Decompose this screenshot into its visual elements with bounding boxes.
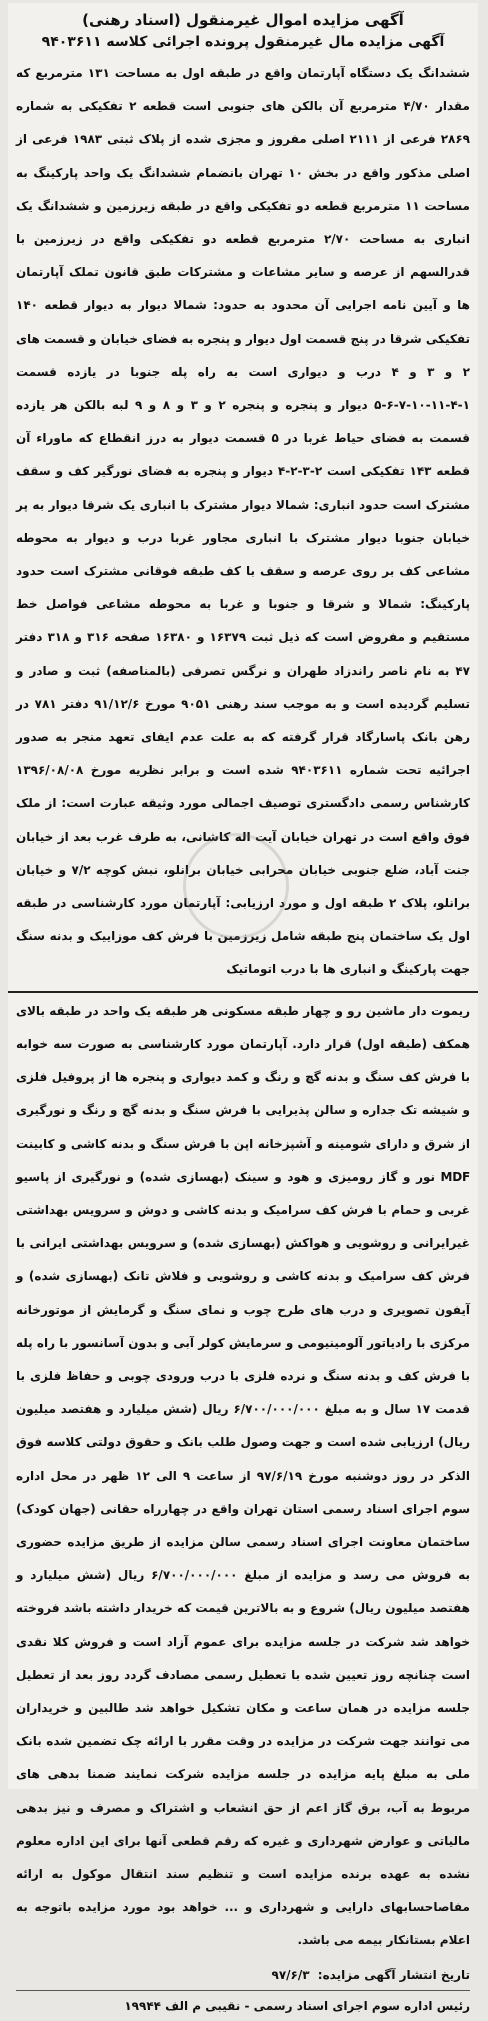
column-divider [8,991,478,993]
auction-notice [8,3,478,2013]
publish-date-row [16,1960,470,1990]
notice-paragraph-2: ریموت دار ماشین رو و چهار طبقه مسکونی هر طبقه یک واحد در طبقه بالای همکف (طبقه اول) قرار دارد. آپارتمان مورد کارشناسی به صورت سه خوابه با فرش کف سنگ و بدنه گچ و رنگ و کمد دیواری و پنجره ها از پروفیل فلزی و شیشه تک جداره و سالن پذیرایی با فرش سنگ و بدنه گچ و رنگ و نورگیری از شرق و دارای شومینه و آشپزخانه اپن با فرش سنگ و بدنه کاشی و کابینت MDF نور و گاز رومیزی و هود و سینک (بهسازی شده) و نورگیری از پاسیو غربی و حمام با فرش کف سرامیک و بدنه کاشی و دوش و سرویس بهداشتی غیرایرانی و روشویی و هواکش (بهسازی شده) و سرویس بهداشتی ایرانی با فرش کف سرامیک و بدنه کاشی و روشویی و فلاش تانک (بهسازی شده) و آیفون تصویری و درب های طرح چوب و نمای سنگ و گرمایش از موتورخانه مرکزی با رادیاتور آلومینیومی و سرمایش کولر آبی و بدون آسانسور با راه پله با فرش کف و بدنه سنگ و نرده فلزی با درب ورودی چوبی و حفاظ فلزی با قدمت ۱۷ سال و به مبلغ ۶/۷۰۰/۰۰۰/۰۰۰ ریال (شش میلیارد و هفتصد میلیون ریال) ارزیابی شده است و جهت وصول طلب بانک و حقوق دولتی کلاسه فوق الذکر در روز دوشنبه مورخ ۹۷/۶/۱۹ از ساعت ۹ الی ۱۲ ظهر در محل اداره سوم اجرای اسناد رسمی استان تهران واقع در چهارراه حقانی (جهان کودک) ساختمان معاونت اجرای اسناد رسمی سالن مزایده از طریق مزایده حضوری به فروش می رسد و مزایده از مبلغ ۶/۷۰۰/۰۰۰/۰۰۰ ریال (شش میلیارد و هفتصد میلیون ریال) شروع و به بالاترین قیمت که خریدار داشته باشد فروخته خواهد شد شرکت در جلسه مزایده برای عموم آزاد است و فروش کلا نقدی است چنانچه روز تعیین شده با تعطیل رسمی مصادف گردد روز بعد از تعطیل جلسه مزایده در همان ساعت و مکان تشکیل خواهد شد طالبین و خریداران می توانند جهت شرکت در مزایده در وقت مقرر با ارائه چک تضمین شده بانک ملی به مبلغ پایه مزایده در جلسه مزایده شرکت نمایند ضمنا بدهی های مربوط به آب، برق گاز اعم از حق انشعاب و اشتراک و مصرف و نیز بدهی مالیاتی و عوارض شهرداری و غیره که رقم قطعی آنها برای این اداره معلوم نشده به عهده برنده مزایده است و تنظیم سند انتقال موکول به ارائه مفاصاحسابهای دارایی و شهرداری و ... خواهد بود مورد مزایده باتوجه به اعلام بستانکار بیمه می باشد. [16,1003,470,1948]
publish-date-value: ۹۷/۶/۳ [271,1967,310,1982]
notice-footer [16,1960,470,2021]
notice-title: آگهی مزایده اموال غیرمنقول (اسناد رهنی) [82,11,404,29]
notice-subtitle: آگهی مزایده مال غیرمنقول پرونده اجرائی کلاسه ۹۴۰۳۶۱۱ [41,34,445,50]
notice-paragraph-1: ششدانگ یک دستگاه آپارتمان واقع در طبقه اول به مساحت ۱۳۱ مترمربع که مقدار ۴/۷۰ مترمربع آن بالکن های جنوبی است قطعه ۲ تفکیکی به شماره ۲۸۶۹ فرعی از ۲۱۱۱ اصلی مفروز و مجزی شده از پلاک ثبتی ۱۹۸۳ فرعی از اصلی مذکور واقع در بخش ۱۰ تهران بانضمام ششدانگ یک واحد پارکینگ به مساحت ۱۱ مترمربع قطعه دو تفکیکی واقع در طبقه زیرزمین و ششدانگ یک انباری به مساحت ۲/۷۰ مترمربع قطعه دو تفکیکی واقع در زیرزمین با قدرالسهم از عرصه و سایر مشاعات و مشترکات طبق قانون تملک آپارتمان ها و آیین نامه اجرایی آن محدود به حدود: شمالا دیوار به دیوار قطعه ۱۴۰ تفکیکی شرقا در پنج قسمت اول دیوار و پنجره به فضای خیابان و قسمت های ۲ و ۳ و ۴ درب و دیواری است به راه پله جنوبا در یازده قسمت ۱-۴-۱۱-۱۰-۷-۶-۵ دیوار و پنجره و پنجره ۲ و ۳ و ۸ و ۹ لبه بالکن هر یازده قسمت به فضای حیاط غربا در ۵ قسمت دیوار به درز انقطاع که ماوراء آن قطعه ۱۴۳ تفکیکی است ۲-۳-۲-۴ دیوار و پنجره به فضای نورگیر کف و سقف مشترک است حدود انباری: شمالا دیوار مشترک با انباری یک شرقا دیوار به پر خیابان جنوبا دیوار مشترک با انباری مجاور غربا درب و دیوار به محوطه مشاعی کف بر روی عرصه و سقف با کف طبقه فوقانی مشترک است حدود پارکینگ: شمالا و شرقا و جنوبا و غربا به محوطه مشاعی فواصل خط مستقیم و مفروض است که ذیل ثبت ۱۶۳۷۹ و ۱۶۳۸۰ صفحه ۳۱۶ و ۳۱۸ دفتر ۴۷ به نام ناصر راندزاد طهران و نرگس تصرفی (بالمناصفه) ثبت و صادر و تسلیم گردیده است و به موجب سند رهنی ۹۰۵۱ مورخ ۹۱/۱۲/۶ دفتر ۷۸۱ در رهن بانک پاسارگاد قرار گرفته که به علت عدم ایفای تعهد منجر به صدور اجرائیه تحت شماره ۹۴۰۳۶۱۱ شده است و برابر نظریه مورخ ۱۳۹۶/۰۸/۰۸ کارشناس رسمی دادگستری توصیف اجمالی مورد وثیقه عبارت است: از ملک فوق واقع است در تهران خیابان آیت اله کاشانی، به طرف غرب بعد از خیابان جنت آباد، ضلع جنوبی خیابان محرابی خیابان برانلو، نبش کوچه ۷/۲ و خیابان برانلو، پلاک ۲ طبقه اول و مورد ارزیابی: آپارتمان مورد کارشناسی در طبقه اول یک ساختمان پنج طبقه شامل زیرزمین با فرش کف موزاییک و بدنه سنگ جهت پارکینگ و انباری ها با درب اتوماتیک [16,66,471,977]
signature-line: رئیس اداره سوم اجرای اسناد رسمی - نقیبی م الف ۱۹۹۴۴ [16,1990,470,2021]
publish-date-label: تاریخ انتشار آگهی مزایده: [317,1967,470,1982]
